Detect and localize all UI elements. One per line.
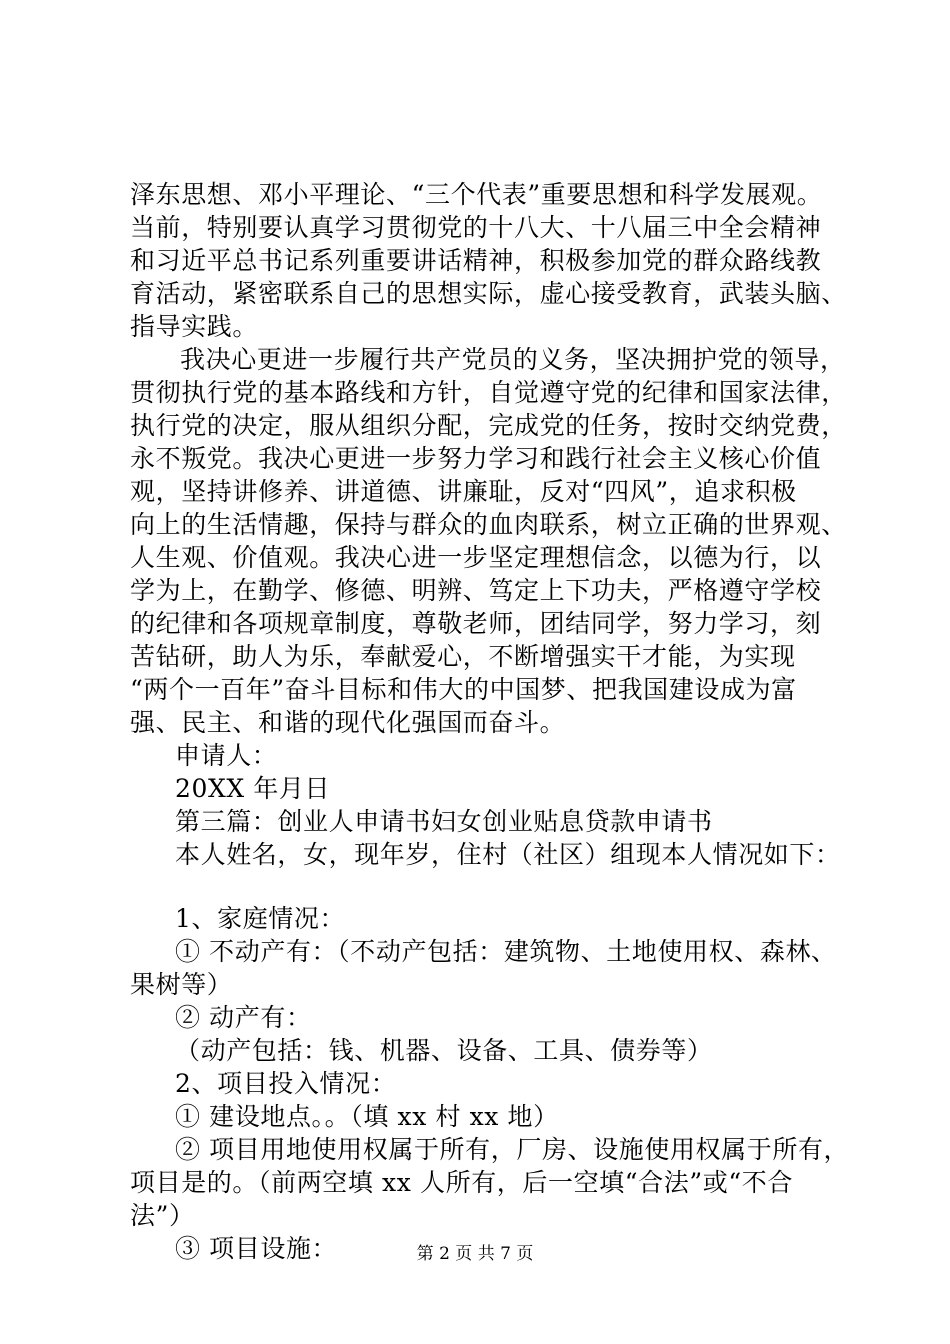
list-item: ③ 项目设施：	[175, 1234, 338, 1263]
applicant-label: 申请人：	[175, 741, 278, 770]
body-line: 强、民主、和谐的现代化强国而奋斗。	[130, 708, 566, 737]
list-item: ② 项目用地使用权属于所有，厂房、设施使用权属于所有，	[175, 1135, 850, 1164]
body-line: 苦钻研，助人为乐，奉献爱心，不断增强实干才能，为实现	[130, 642, 796, 671]
date-line: 20XX 年月日	[175, 774, 331, 803]
list-item: （动产包括：钱、机器、设备、工具、债券等）	[175, 1036, 713, 1065]
list-item: ① 不动产有：（不动产包括：建筑物、土地使用权、森林、	[175, 937, 837, 966]
page-footer: 第 2 页 共 7 页	[416, 1244, 534, 1264]
body-line: 当前，特别要认真学习贯彻党的十八大、十八届三中全会精神	[130, 213, 822, 242]
list-heading: 1、家庭情况：	[175, 904, 346, 933]
body-line: 指导实践。	[130, 312, 259, 341]
body-line: 贯彻执行党的基本路线和方针，自觉遵守党的纪律和国家法律，	[130, 378, 847, 407]
body-line: 的纪律和各项规章制度，尊敬老师，团结同学，努力学习，刻	[130, 609, 822, 638]
body-line: 永不叛党。我决心更进一步努力学习和践行社会主义核心价值	[130, 444, 822, 473]
list-heading: 2、项目投入情况：	[175, 1069, 397, 1098]
body-line: “两个一百年”奋斗目标和伟大的中国梦、把我国建设成为富	[130, 675, 797, 704]
body-line: 本人姓名，女，现年岁，住村（社区）组现本人情况如下：	[175, 840, 841, 869]
body-line: 泽东思想、邓小平理论、“三个代表”重要思想和科学发展观。	[130, 180, 823, 209]
body-line: 和习近平总书记系列重要讲话精神，积极参加党的群众路线教	[130, 246, 822, 275]
list-item-continuation: 项目是的。（前两空填 xx 人所有，后一空填“合法”或“不合	[130, 1168, 793, 1197]
section-heading: 第三篇：创业人申请书妇女创业贴息贷款申请书	[175, 807, 713, 836]
body-line: 学为上，在勤学、修德、明辨、笃定上下功夫，严格遵守学校	[130, 576, 822, 605]
list-item: ② 动产有：	[175, 1003, 312, 1032]
body-line: 向上的生活情趣，保持与群众的血肉联系，树立正确的世界观、	[130, 510, 847, 539]
body-line: 育活动，紧密联系自己的思想实际，虚心接受教育，武装头脑、	[130, 279, 847, 308]
body-line: 人生观、价值观。我决心进一步坚定理想信念，以德为行，以	[130, 543, 822, 572]
list-item-continuation: 法”）	[130, 1201, 195, 1230]
body-line: 观，坚持讲修养、讲道德、讲廉耻，反对“四风”，追求积极	[130, 477, 797, 506]
list-item: ① 建设地点。。（填 xx 村 xx 地）	[175, 1102, 559, 1131]
list-item-continuation: 果树等）	[130, 970, 233, 999]
body-line: 我决心更进一步履行共产党员的义务，坚决拥护党的领导，	[180, 345, 846, 374]
body-line: 执行党的决定，服从组织分配，完成党的任务，按时交纳党费，	[130, 411, 847, 440]
